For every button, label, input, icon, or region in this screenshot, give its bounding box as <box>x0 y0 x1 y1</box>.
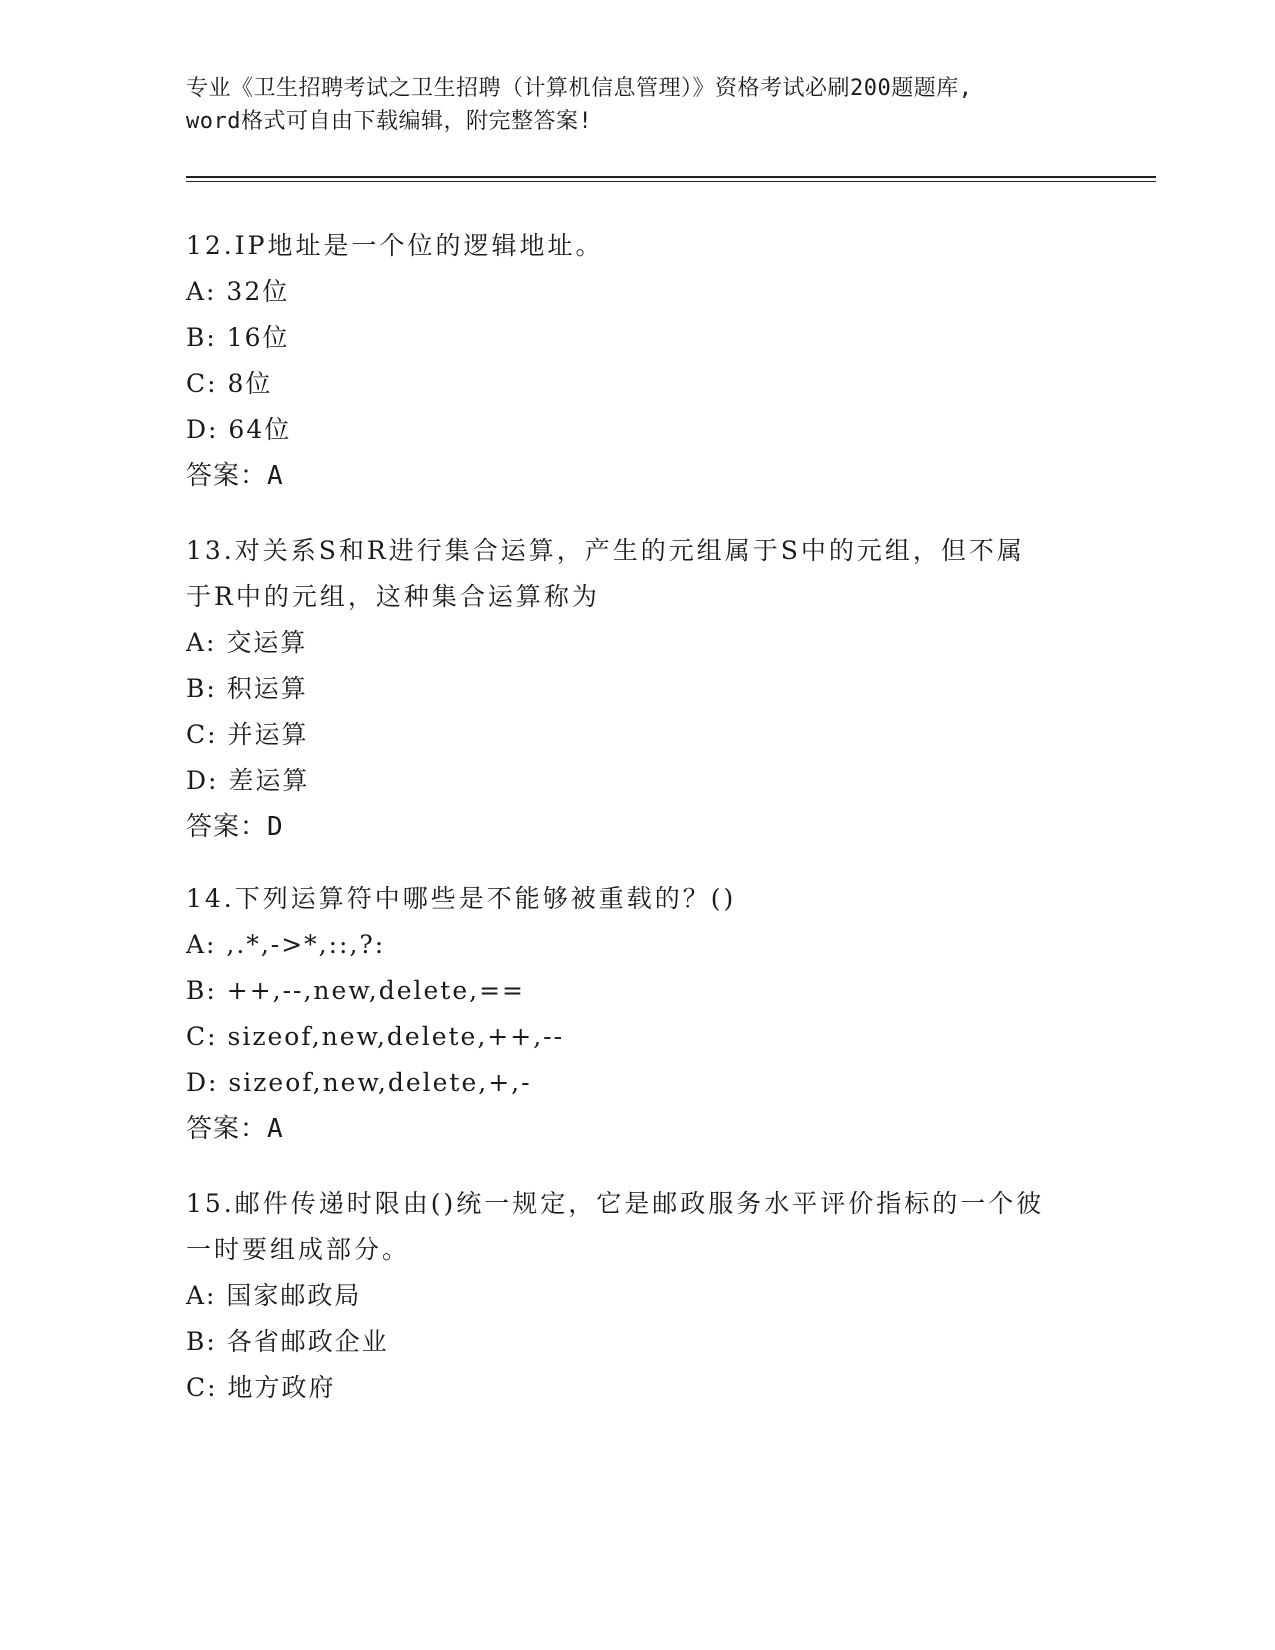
option-c: C: 并运算 <box>186 720 309 749</box>
question-stem-cont: 于R中的元组，这种集合运算称为 <box>186 582 600 611</box>
question-stem: 13.对关系S和R进行集合运算，产生的元组属于S中的元组，但不属 <box>186 536 1025 565</box>
option-b: B: 积运算 <box>186 674 308 703</box>
question-12 <box>186 223 1086 499</box>
option-d: D: sizeof,new,delete,+,- <box>186 1068 532 1097</box>
option-c: C: sizeof,new,delete,++,-- <box>186 1022 565 1051</box>
option-d: D: 差运算 <box>186 766 310 795</box>
option-d: D: 64位 <box>186 415 292 444</box>
header-divider-thin <box>186 181 1156 182</box>
option-c: C: 地方政府 <box>186 1373 336 1402</box>
option-a: A: 国家邮政局 <box>186 1281 362 1310</box>
question-stem-cont: 一时要组成部分。 <box>186 1235 411 1264</box>
option-a: A: 交运算 <box>186 628 308 657</box>
answer: 答案：A <box>186 461 284 491</box>
option-b: B: 各省邮政企业 <box>186 1327 389 1356</box>
option-a: A: ,.*,->*,::,?: <box>186 930 386 959</box>
question-15 <box>186 1181 1086 1411</box>
question-stem: 14.下列运算符中哪些是不能够被重载的？() <box>186 884 737 913</box>
option-a: A: 32位 <box>186 277 290 306</box>
question-stem: 12.IP地址是一个位的逻辑地址。 <box>186 231 604 260</box>
header-divider-thick <box>186 176 1156 178</box>
question-13 <box>186 528 1086 850</box>
document-header <box>186 72 1086 138</box>
question-stem: 15.邮件传递时限由()统一规定，它是邮政服务水平评价指标的一个彼 <box>186 1189 1045 1218</box>
answer: 答案：D <box>186 812 284 842</box>
header-line-1: 专业《卫生招聘考试之卫生招聘（计算机信息管理）》资格考试必刷200题题库, <box>186 76 973 101</box>
header-line-2: word格式可自由下载编辑，附完整答案! <box>186 109 593 134</box>
option-b: B: ++,--,new,delete,== <box>186 976 525 1005</box>
answer: 答案：A <box>186 1114 284 1144</box>
question-14 <box>186 876 1086 1152</box>
option-c: C: 8位 <box>186 369 273 398</box>
option-b: B: 16位 <box>186 323 290 352</box>
